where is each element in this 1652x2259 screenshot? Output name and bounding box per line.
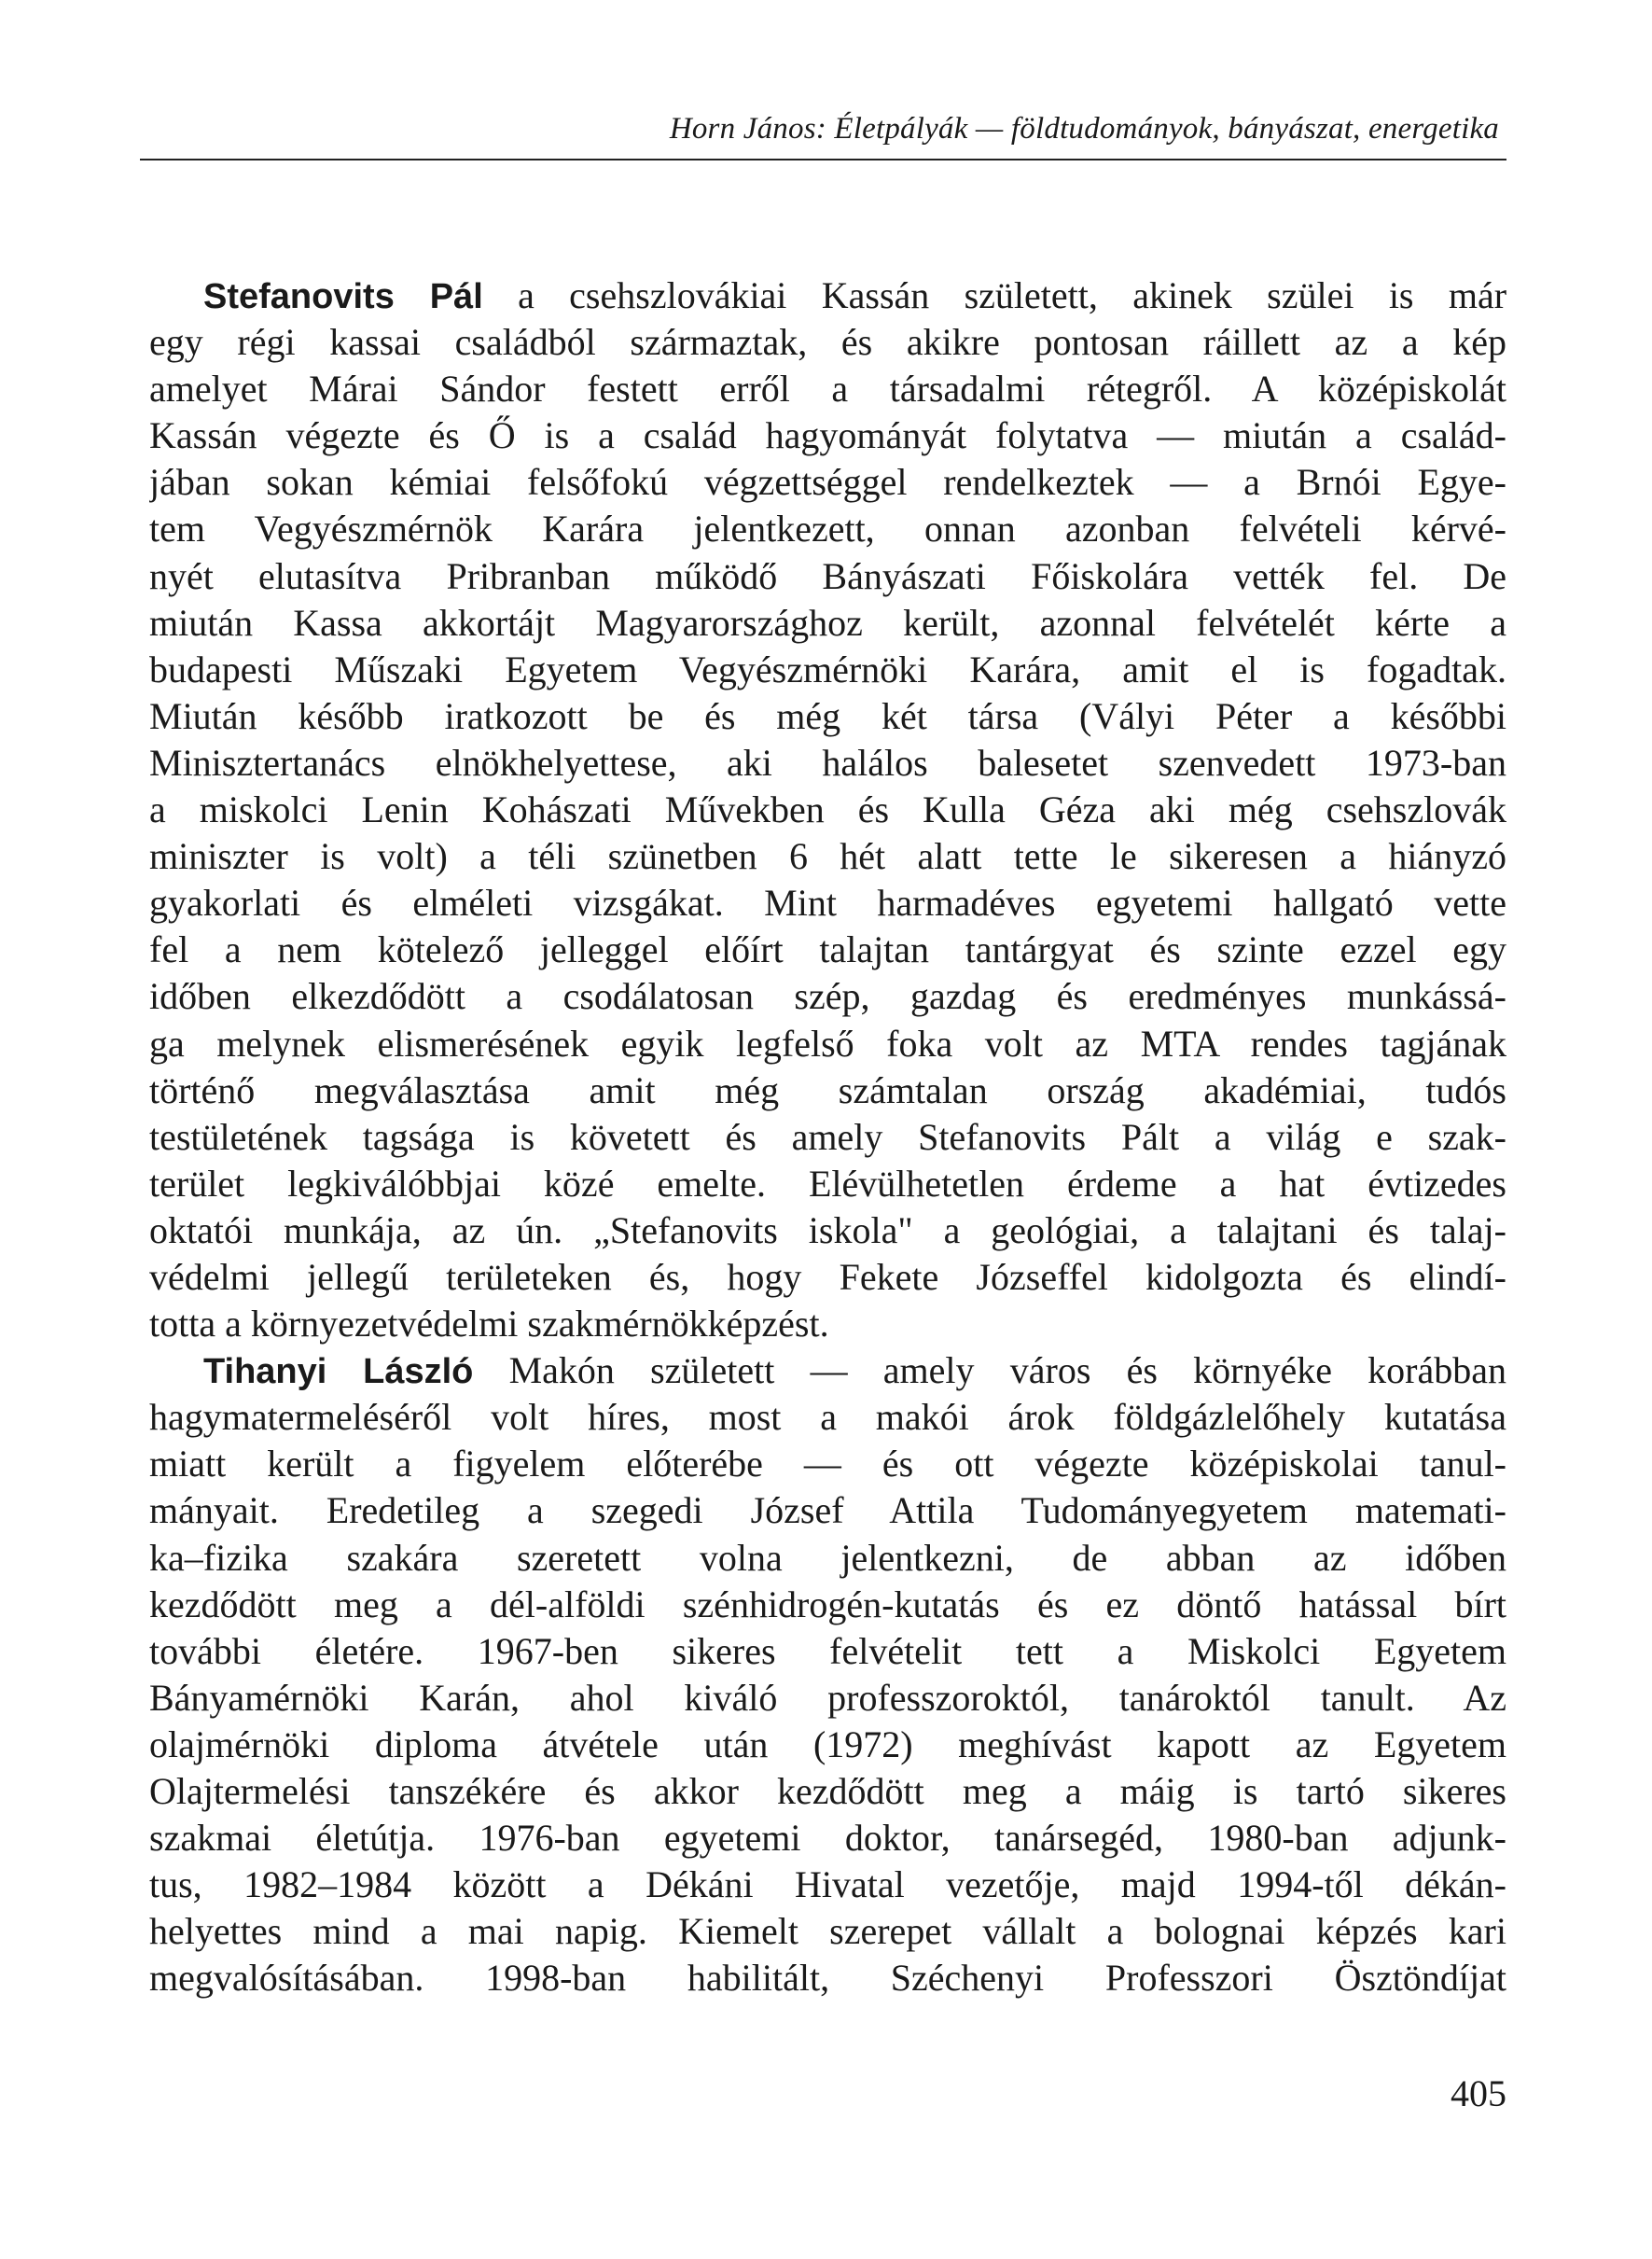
text-line: mányait. Eredetileg a szegedi József Attila Tudományegyetem matemati- (149, 1489, 1506, 1532)
text-line: Minisztertanács elnökhelyettese, aki halálos balesetet szenvedett 1973-ban (149, 741, 1506, 784)
text-line: történő megválasztása amit még számtalan ország akadémiai, tudós (149, 1068, 1506, 1111)
header-rule (140, 159, 1506, 160)
body-text (149, 272, 1506, 2001)
text-line: szakmai életútja. 1976-ban egyetemi doktor, tanársegéd, 1980-ban adjunk- (149, 1817, 1506, 1860)
text-line: miután Kassa akkortájt Magyarországhoz került, azonnal felvételét kérte a (149, 601, 1506, 644)
text-line: hagymatermeléséről volt híres, most a makói árok földgázlelőhely kutatása (149, 1396, 1506, 1439)
text-line (149, 272, 1506, 319)
text-line: miniszter is volt) a téli szünetben 6 hét alatt tette le sikeresen a hiányzó (149, 835, 1506, 878)
text-line: megvalósításában. 1998-ban habilitált, Széchenyi Professzori Ösztöndíjat (149, 1957, 1506, 2000)
text-line: Bányamérnöki Karán, ahol kiváló professzoroktól, tanároktól tanult. Az (149, 1676, 1506, 1719)
text-line: kezdődött meg a dél-alföldi szénhidrogén-kutatás és ez döntő hatással bírt (149, 1583, 1506, 1625)
line-text: Makón született — amely város és környéke korábban (473, 1349, 1506, 1392)
text-line: tem Vegyészmérnök Karára jelentkezett, onnan azonban felvételi kérvé- (149, 508, 1506, 551)
text-line: oktatói munkája, az ún. „Stefanovits iskola" a geológiai, a talajtani és talaj- (149, 1208, 1506, 1251)
line-text: a csehszlovákiai Kassán született, akinek szülei is már (482, 274, 1506, 316)
text-line: budapesti Műszaki Egyetem Vegyészmérnöki Karára, amit el is fogadtak. (149, 648, 1506, 690)
text-line: jában sokan kémiai felsőfokú végzettséggel rendelkeztek — a Brnói Egye- (149, 461, 1506, 504)
text-line: további életére. 1967-ben sikeres felvételit tett a Miskolci Egyetem (149, 1629, 1506, 1672)
text-line: terület legkiválóbbjai közé emelte. Elévülhetetlen érdeme a hat évtizedes (149, 1162, 1506, 1205)
text-line: ga melynek elismerésének egyik legfelső foka volt az MTA rendes tagjának (149, 1022, 1506, 1065)
text-line: olajmérnöki diploma átvétele után (1972) meghívást kapott az Egyetem (149, 1722, 1506, 1765)
page-number: 405 (1451, 2072, 1506, 2114)
text-line: Kassán végezte és Ő is a család hagyományát folytatva — miután a család- (149, 414, 1506, 457)
text-line: védelmi jellegű területeken és, hogy Fekete Józseffel kidolgozta és elindí- (149, 1255, 1506, 1298)
text-line: tus, 1982–1984 között a Dékáni Hivatal vezetője, majd 1994-től dékán- (149, 1863, 1506, 1906)
text-line: Olajtermelési tanszékére és akkor kezdődött meg a máig is tartó sikeres (149, 1770, 1506, 1812)
text-line: gyakorlati és elméleti vizsgákat. Mint harmadéves egyetemi hallgató vette (149, 882, 1506, 925)
text-line: ka–fizika szakára szeretett volna jelentkezni, de abban az időben (149, 1536, 1506, 1579)
person-name: Tihanyi László (203, 1352, 474, 1392)
text-line: egy régi kassai családból származtak, és akikre pontosan ráillett az a kép (149, 321, 1506, 364)
text-line: testületének tagsága is követett és amely Stefanovits Pált a világ e szak- (149, 1115, 1506, 1158)
text-line: Miután később iratkozott be és még két társa (Vályi Péter a későbbi (149, 694, 1506, 737)
text-line: miatt került a figyelem előterébe — és ott végezte középiskolai tanul- (149, 1443, 1506, 1485)
running-header: Horn János: Életpályák — földtudományok, bányászat, energetika (669, 112, 1499, 146)
text-line (149, 1347, 1506, 1394)
text-line: időben elkezdődött a csodálatosan szép, gazdag és eredményes munkássá- (149, 975, 1506, 1018)
text-line: fel a nem kötelező jelleggel előírt talajtan tantárgyat és szinte ezzel egy (149, 928, 1506, 971)
text-line: amelyet Márai Sándor festett erről a társadalmi rétegről. A középiskolát (149, 368, 1506, 411)
text-line: totta a környezetvédelmi szakmérnökképzést. (149, 1303, 829, 1346)
text-line: a miskolci Lenin Kohászati Művekben és Kulla Géza aki még csehszlovák (149, 788, 1506, 831)
person-name: Stefanovits Pál (203, 277, 483, 316)
text-line: nyét elutasítva Pribranban működő Bányászati Főiskolára vették fel. De (149, 554, 1506, 597)
text-line: helyettes mind a mai napig. Kiemelt szerepet vállalt a bolognai képzés kari (149, 1910, 1506, 1953)
